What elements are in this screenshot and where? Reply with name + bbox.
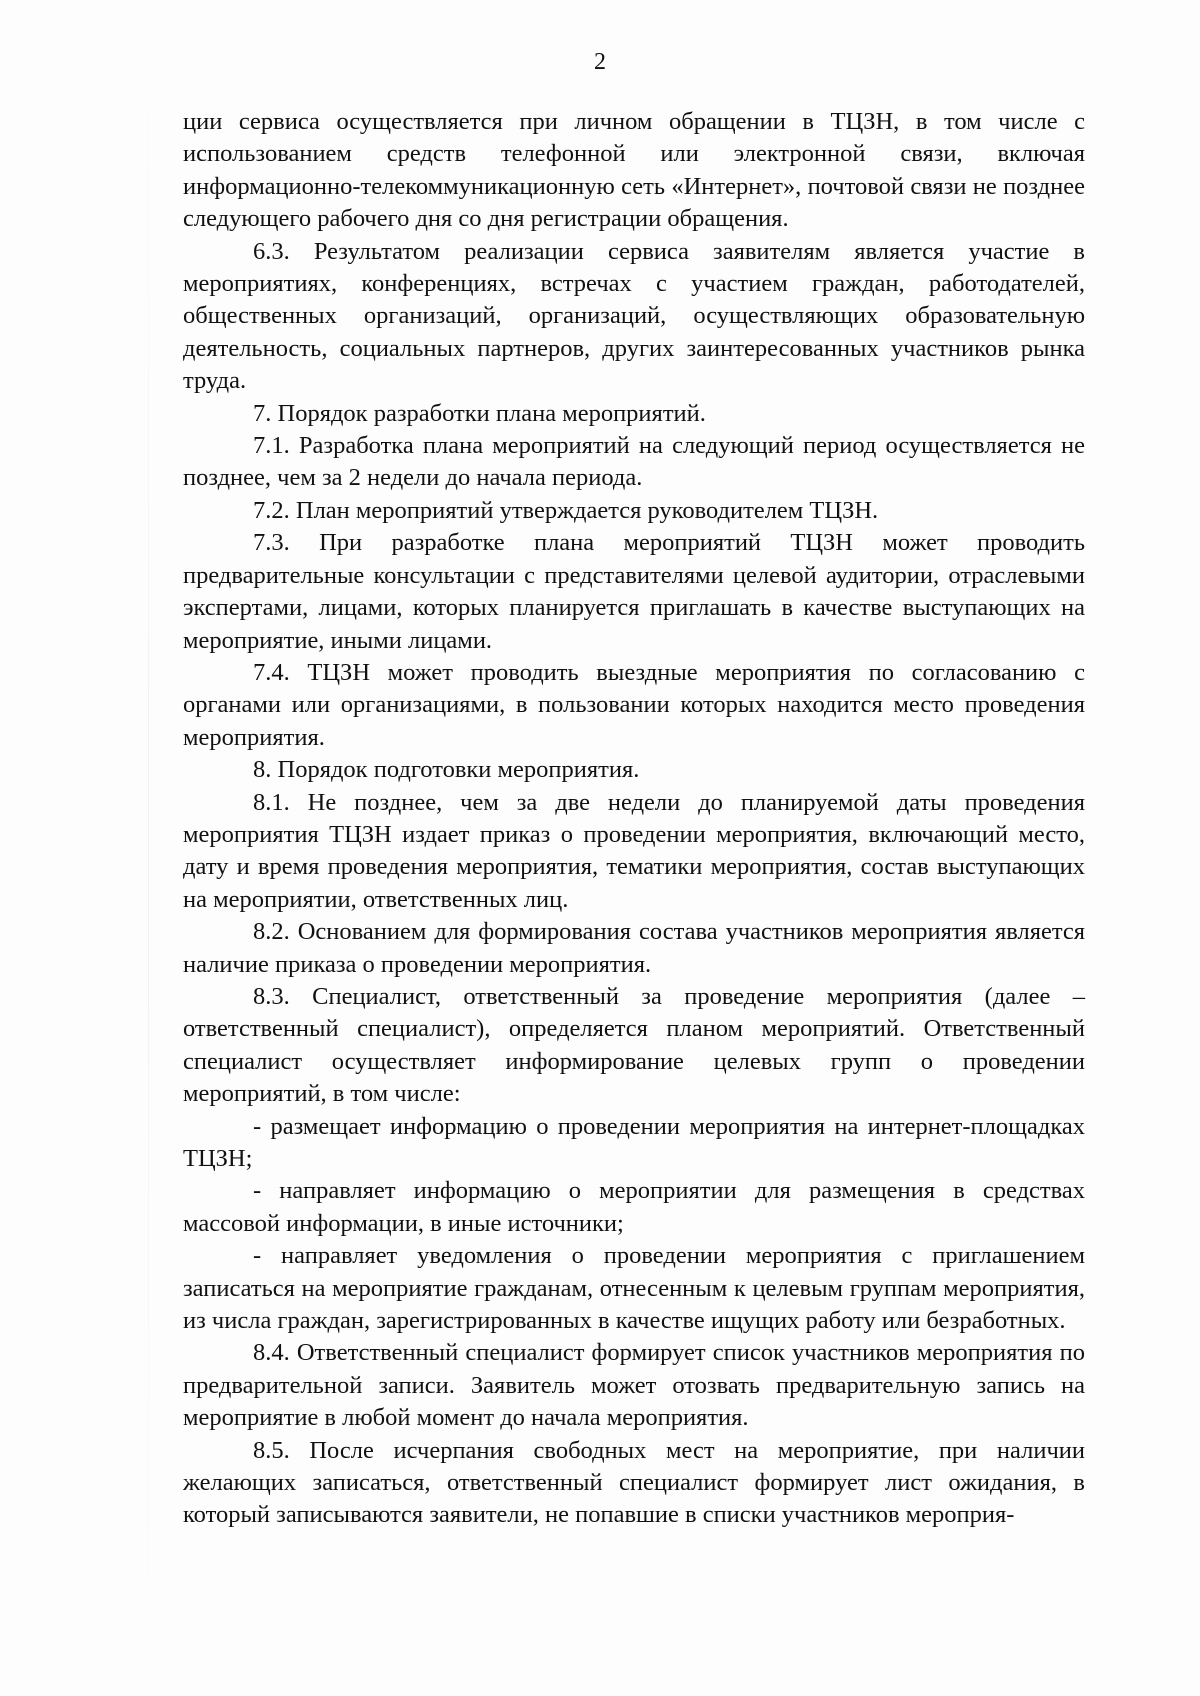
paragraph-7-4: 7.4. ТЦЗН может проводить выездные мероприятия по согласованию с органами или организациями, в пользовании которых находится место проведения мероприятия. [183,658,1085,751]
paragraph-7-3: 7.3. При разработке плана мероприятий ТЦЗН может проводить предварительные консультации с представителями целевой аудитории, отраслевыми экспертами, лицами, которых планируется приглашать в качестве выступающих на мероприятие, иными лицами. [183,529,1085,654]
scan-fold-line [148,0,149,1696]
document-body [183,106,1085,1532]
paragraph-8-3: 8.3. Специалист, ответственный за проведение мероприятия (далее – ответственный специалист), определяется планом мероприятий. Ответственный специалист осуществляет информирование целевых групп о проведении мероприятий, в том числе: [183,982,1085,1108]
paragraph-8-1: 8.1. Не позднее, чем за две недели до планируемой даты проведения мероприятия ТЦЗН издает приказ о проведении мероприятия, включающий место, дату и время проведения мероприятия, тематики мероприятия, состав выступающих на мероприятии, ответственных лиц. [183,788,1085,913]
list-item-2: - направляет информацию о мероприятии для размещения в средствах массовой информации, в иные источники; [183,1177,1085,1237]
paragraph-8-4: 8.4. Ответственный специалист формирует список участников мероприятия по предварительной записи. Заявитель может отозвать предварительную запись на мероприятие в любой момент до начала мероприятия. [183,1339,1085,1432]
list-item-3: - направляет уведомления о проведении мероприятия с приглашением записаться на мероприятие гражданам, отнесенным к целевым группам мероприятия, из числа граждан, зарегистрированных в качестве ищущих работу или безработных. [183,1242,1085,1335]
paragraph-7-1: 7.1. Разработка плана мероприятий на следующий период осуществляется не позднее, чем за 2 недели до начала периода. [183,432,1085,492]
page-number: 2 [594,49,606,75]
paragraph-continuation: ции сервиса осуществляется при личном обращении в ТЦЗН, в том числе с использованием средств телефонной или электронной связи, включая информационно-телекоммуникационную сеть «Интернет», почтовой связи не позднее следующего рабочего дня со дня регистрации обращения. [183,108,1085,233]
paragraph-7-2: 7.2. План мероприятий утверждается руководителем ТЦЗН. [253,496,879,524]
section-heading-7: 7. Порядок разработки плана мероприятий. [253,399,706,427]
paragraph-8-5: 8.5. После исчерпания свободных мест на мероприятие, при наличии желающих записаться, ответственный специалист формирует лист ожидания, в который записываются заявители, не попавшие в списки участников мероприя- [183,1436,1085,1529]
list-item-1: - размещает информацию о проведении мероприятия на интернет-площадках ТЦЗН; [183,1112,1085,1172]
section-heading-8: 8. Порядок подготовки мероприятия. [253,756,640,784]
paragraph-6-3: 6.3. Результатом реализации сервиса заявителям является участие в мероприятиях, конференциях, встречах с участием граждан, работодателей, общественных организаций, организаций, осуществляющих образовательную деятельность, социальных партнеров, других заинтересованных участников рынка труда. [183,237,1085,395]
paragraph-8-2: 8.2. Основанием для формирования состава участников мероприятия является наличие приказа о проведении мероприятия. [183,918,1085,978]
